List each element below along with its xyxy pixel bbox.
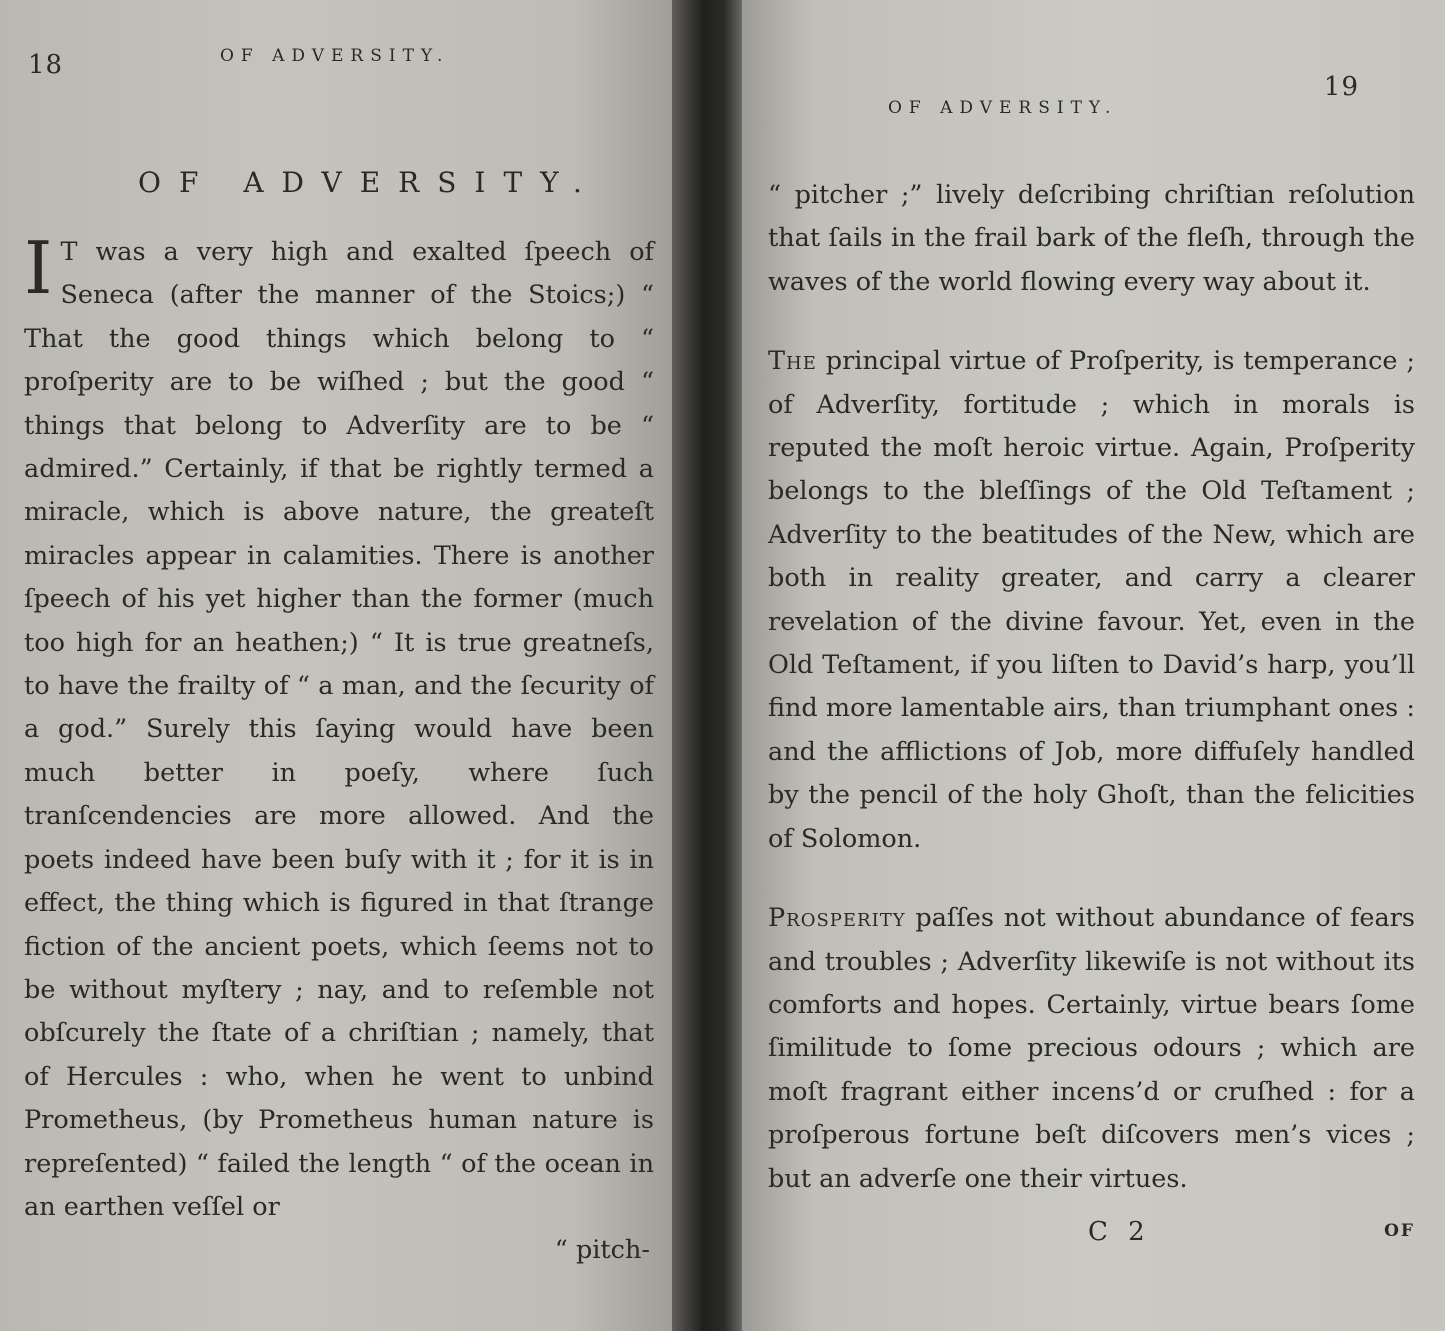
left-paragraph bbox=[24, 226, 654, 1229]
paragraph-3-text: paſſes not without abundance of fears and troubles ; Adverſity likewiſe is not without its comforts and hopes. Certainly, virtue bears ſome ſimilitude to ſome precious odours ; which are moſt fragrant either incens’d or cruſhed : for a proſperous fortune beſt diſcovers men’s vices ; but an adverſe one their virtues. bbox=[768, 903, 1415, 1194]
paragraph-gap bbox=[768, 861, 1415, 897]
drop-cap: I bbox=[24, 226, 53, 310]
book-gutter bbox=[672, 0, 742, 1331]
right-paragraph-3 bbox=[768, 897, 1415, 1201]
left-running-head bbox=[24, 40, 654, 88]
chapter-title: OF ADVERSITY. bbox=[138, 166, 600, 199]
paragraph-3-lead: Prosperity bbox=[768, 903, 906, 934]
right-page bbox=[742, 0, 1445, 1331]
paragraph-2-lead: The bbox=[768, 346, 817, 377]
right-running-title: OF ADVERSITY. bbox=[888, 98, 1118, 118]
right-footer bbox=[768, 1211, 1415, 1261]
right-running-head bbox=[768, 70, 1415, 118]
left-running-title: OF ADVERSITY. bbox=[220, 46, 450, 66]
left-paragraph-text: T was a very high and exalted ſpeech of Seneca (after the manner of the Stoics;) “ That the good things which belong to “ proſperity are to be wiſhed ; but the good “ things that belong to Adverſity are to be “ admired.” Certainly, if that be rightly termed a miracle, which is above nature, the greateſt miracles appear in calamities. There is another ſpeech of his yet higher than the former (much too high for an heathen;) “ It is true greatneſs, to have the frailty of “ a man, and the ſecurity of a god.” Surely this ſaying would have been much better in poeſy, where ſuch tranſcendencies are more allowed. And the poets indeed have been buſy with it ; for it is in effect, the thing which is figured in that ſtrange fiction of the ancient poets, which ſeems not to be without myſtery ; nay, and to reſemble not obſcurely the ſtate of a chriſtian ; namely, that of Hercules : who, when he went to unbind Prometheus, (by Prometheus human nature is repreſented) “ failed the length “ of the ocean in an earthen veſſel or bbox=[24, 237, 654, 1222]
right-page-number: 19 bbox=[1323, 72, 1359, 102]
right-catchword: OF bbox=[1384, 1220, 1415, 1241]
paragraph-2-text: principal virtue of Proſperity, is temperance ; of Adverſity, fortitude ; which in morals is reputed the moſt heroic virtue. Again, Proſperity belongs to the bleſſings of the Old Teſtament ; Adverſity to the beatitudes of the New, which are both in reality greater, and carry a clearer revelation of the divine favour. Yet, even in the Old Teſtament, if you liſten to David’s harp, you’ll find more lamentable airs, than triumphant ones : and the afflictions of Job, more diffuſely handled by the pencil of the holy Ghoſt, than the felicities of Solomon. bbox=[768, 346, 1416, 854]
right-paragraph-1: “ pitcher ;” lively deſcribing chriſtian reſolution that ſails in the frail bark of the fleſh, through the waves of the world flowing every way about it. bbox=[768, 180, 1415, 297]
signature-mark: C 2 bbox=[1088, 1216, 1151, 1247]
left-page bbox=[0, 0, 672, 1331]
left-catchword: “ pitch- bbox=[554, 1235, 650, 1266]
right-paragraph-2 bbox=[768, 340, 1415, 861]
paragraph-gap bbox=[768, 304, 1415, 340]
left-page-number: 18 bbox=[28, 50, 64, 80]
